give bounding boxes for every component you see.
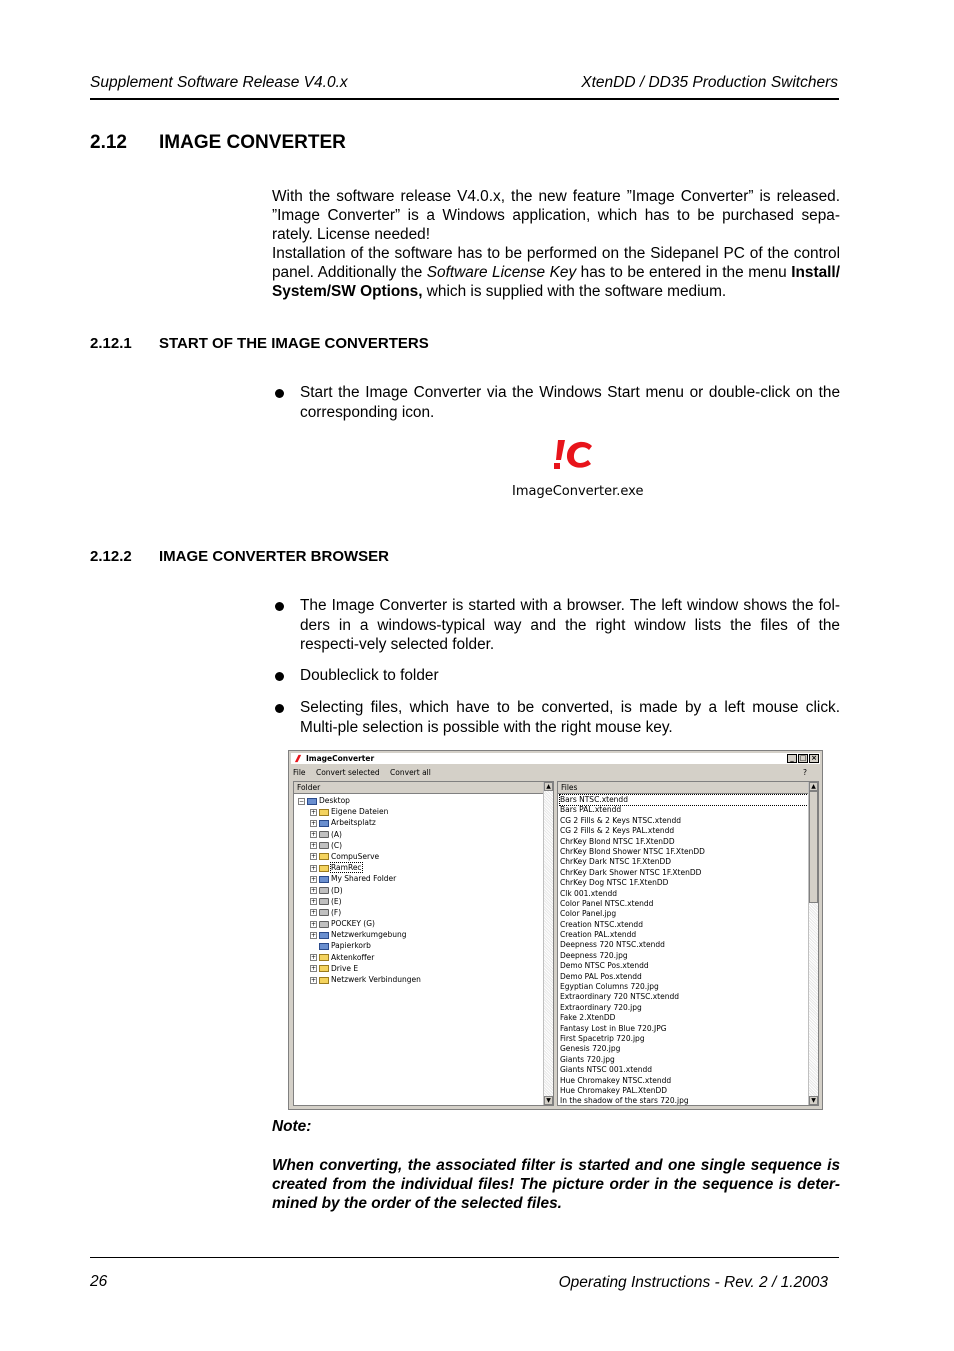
subsection-2-title: IMAGE CONVERTER BROWSER — [159, 548, 390, 565]
drive-icon — [319, 909, 329, 916]
file-item[interactable]: ChrKey Dark Shower NTSC 1F.XtenDD — [560, 867, 702, 877]
folder-scrollbar[interactable] — [543, 782, 553, 1105]
tree-item-label: (E) — [331, 896, 342, 906]
footer-divider — [90, 1257, 839, 1258]
scroll-down-arrow[interactable]: ▼ — [809, 1096, 818, 1105]
folder-pane-header: Folder — [294, 782, 553, 794]
tree-item-label: CompuServe — [331, 851, 380, 861]
tree-item-label: (C) — [331, 840, 343, 850]
expand-icon[interactable]: + — [311, 965, 317, 973]
expand-icon[interactable]: + — [311, 853, 317, 861]
tree-item[interactable] — [298, 862, 421, 873]
special-icon — [319, 876, 329, 883]
tree-item-label: Desktop — [319, 796, 350, 805]
drive-icon — [319, 921, 329, 928]
menu-help[interactable]: ? — [803, 768, 807, 777]
folder-pane — [293, 781, 554, 1106]
file-item[interactable]: Genesis 720.jpg — [560, 1044, 621, 1054]
expand-icon[interactable]: + — [311, 909, 317, 917]
bullet-text: The Image Converter is started with a browser. The left window shows the fol-ders in a windows‐typical way and the right window lists the files of the respecti-vely selected folder. — [300, 597, 840, 653]
file-item[interactable]: Hue Chromakey NTSC.xtendd — [560, 1075, 672, 1085]
file-item[interactable]: Color Panel NTSC.xtendd — [560, 898, 654, 908]
expand-icon[interactable]: + — [311, 875, 317, 883]
intro-text-2c: which is supplied with the software medium. — [422, 283, 727, 300]
tree-item[interactable] — [298, 952, 421, 963]
tree-item-label: Aktenkoffer — [331, 952, 375, 962]
file-item[interactable]: Giants 720.jpg — [560, 1054, 615, 1064]
icon-label[interactable]: ImageConverter.exe — [512, 484, 644, 499]
folder-icon — [319, 977, 329, 984]
image-converter-window — [288, 750, 823, 1110]
bullet-dot — [275, 672, 284, 681]
header-left: Supplement Software Release V4.0.x — [90, 74, 348, 91]
file-item[interactable]: In the shadow of the stars 720.jpg — [560, 1096, 689, 1106]
maximize-button[interactable]: □ — [799, 754, 807, 762]
menu-convert-all[interactable]: Convert all — [390, 768, 431, 777]
window-titlebar[interactable] — [291, 753, 820, 764]
file-item[interactable]: ChrKey Blond Shower NTSC 1F.XtenDD — [560, 846, 705, 856]
tree-item[interactable] — [298, 896, 421, 907]
note-label: Note: — [272, 1118, 312, 1135]
file-item[interactable]: ChrKey Dog NTSC 1F.XtenDD — [560, 878, 669, 888]
bullet-text: Start the Image Converter via the Windows Start menu or double‐click on the corresponding icon. — [300, 384, 840, 421]
expand-icon[interactable]: + — [311, 954, 317, 962]
close-button[interactable]: × — [809, 754, 819, 763]
expand-icon[interactable]: + — [311, 864, 317, 872]
subsection-2-number: 2.12.2 — [90, 548, 132, 565]
tree-item[interactable] — [298, 817, 421, 828]
subsection-1-number: 2.12.1 — [90, 335, 132, 352]
bullet-dot — [275, 389, 284, 398]
file-item[interactable]: Extraordinary 720 NTSC.xtendd — [560, 992, 679, 1002]
bullet-dot — [275, 704, 284, 713]
expand-icon[interactable]: + — [311, 831, 317, 839]
expand-icon[interactable]: + — [311, 842, 317, 850]
tree-item[interactable] — [298, 974, 421, 985]
file-item[interactable]: Giants NTSC 001.xtendd — [560, 1065, 653, 1075]
tree-item-label: Eigene Dateien — [331, 807, 389, 817]
image-converter-app-icon[interactable] — [552, 438, 596, 472]
intro-text-2b: has to be entered in the menu — [576, 264, 792, 281]
drive-icon — [319, 842, 329, 849]
file-item[interactable]: Fake 2.XtenDD — [560, 1013, 616, 1023]
drive-icon — [319, 831, 329, 838]
special-icon — [319, 932, 329, 939]
note-text: When converting, the associated filter is started and one single sequence is created from the individual files! The picture order in the sequence is deter-mined by the order of the selected files. — [272, 1157, 840, 1212]
bullet-browser — [272, 596, 840, 655]
tree-item-label: POCKEY (G) — [331, 919, 375, 929]
header-divider — [90, 98, 839, 100]
drive-icon — [319, 898, 329, 905]
bullet-text: Selecting files, which have to be converted, is made by a left mouse click. Multi-ple selection is possible with the right mouse key. — [300, 699, 840, 736]
header-right: XtenDD / DD35 Production Switchers — [581, 74, 838, 91]
tree-item[interactable] — [298, 963, 421, 974]
tree-item[interactable] — [298, 873, 421, 884]
tree-item-label: Netzwerkumgebung — [331, 930, 407, 940]
tree-item-label: My Shared Folder — [331, 874, 397, 884]
page-number: 26 — [90, 1273, 108, 1290]
expand-icon[interactable]: + — [311, 819, 317, 827]
bullet-dot — [275, 602, 284, 611]
file-item[interactable]: ChrKey Dark NTSC 1F.XtenDD — [560, 857, 672, 867]
file-item[interactable]: Hue Chromakey PAL.XtenDD — [560, 1085, 668, 1095]
folder-icon — [319, 809, 329, 816]
files-scrollbar[interactable] — [808, 782, 818, 1105]
app-icon — [294, 754, 303, 763]
file-item[interactable]: Egyptian Columns 720.jpg — [560, 982, 659, 992]
file-item[interactable]: Clk 001.xtendd — [560, 888, 618, 898]
menu-file[interactable]: File — [293, 768, 306, 777]
window-title: ImageConverter — [306, 754, 375, 763]
expand-icon[interactable]: + — [311, 808, 317, 816]
intro-paragraph — [272, 187, 840, 301]
tree-item-label: (D) — [331, 885, 343, 895]
tree-item-label: Netzwerk Verbindungen — [331, 975, 421, 984]
folder-icon — [319, 965, 329, 972]
tree-item-label: Papierkorb — [331, 941, 371, 951]
files-pane — [557, 781, 819, 1106]
license-key-term: Software License Key — [426, 264, 577, 281]
expand-icon[interactable]: + — [311, 898, 317, 906]
intro-text-2a: Installation of the software has to be performed on the Sidepanel PC of the control panel. Additionally the — [272, 245, 840, 281]
file-item[interactable]: Creation PAL.xtendd — [560, 930, 637, 940]
tree-item[interactable] — [298, 918, 421, 929]
file-item[interactable]: Bars PAL.xtendd — [560, 805, 622, 815]
folder-icon — [319, 954, 329, 961]
subsection-1-title: START OF THE IMAGE CONVERTERS — [159, 335, 429, 352]
tree-item[interactable] — [298, 940, 421, 951]
expand-icon[interactable]: + — [311, 887, 317, 894]
scroll-down-arrow[interactable]: ▼ — [544, 1096, 553, 1105]
collapse-icon[interactable]: − — [299, 797, 305, 805]
tree-item-label: RamRec — [331, 863, 362, 873]
intro-text-1: With the software release V4.0.x, the new feature ”Image Converter” is released. ”Image Converter” is a Windows application, which has to be purchased sepa-rately. License needed! — [272, 188, 840, 243]
special-icon — [319, 820, 329, 827]
menubar — [293, 767, 818, 778]
special-icon — [307, 798, 317, 805]
section-title: IMAGE CONVERTER — [159, 132, 346, 153]
scroll-up-arrow[interactable]: ▲ — [544, 782, 553, 791]
file-item[interactable]: CG 2 Fills & 2 Keys PAL.xtendd — [560, 826, 675, 836]
file-item[interactable]: Extraordinary 720.jpg — [560, 1002, 642, 1012]
folder-icon — [319, 853, 329, 860]
scroll-thumb[interactable] — [809, 791, 818, 903]
tree-item[interactable] — [298, 929, 421, 940]
file-item[interactable]: Bars NTSC.xtendd — [560, 795, 808, 805]
bullet-start — [272, 383, 840, 422]
file-item[interactable]: CG 2 Fills & 2 Keys NTSC.xtendd — [560, 815, 682, 825]
footer-right: Operating Instructions ‐ Rev. 2 / 1.2003 — [558, 1274, 828, 1291]
tree-item[interactable] — [298, 840, 421, 851]
scroll-up-arrow[interactable]: ▲ — [809, 782, 818, 791]
tree-item[interactable] — [298, 907, 421, 918]
folder-tree — [298, 795, 421, 985]
tree-item[interactable] — [298, 829, 421, 840]
tree-item[interactable] — [298, 885, 421, 896]
bullet-selecting — [272, 698, 840, 737]
expand-icon[interactable]: + — [311, 931, 317, 939]
file-list — [560, 795, 808, 1107]
tree-item-label: (F) — [331, 907, 342, 917]
special-icon — [319, 943, 329, 950]
intro-text-2 — [272, 244, 840, 301]
menu-path: Install/ System/SW Options, — [272, 264, 840, 300]
bullet-text: Doubleclick to folder — [300, 667, 439, 684]
tree-item[interactable] — [298, 795, 421, 806]
window-controls — [787, 754, 819, 763]
section-number: 2.12 — [90, 132, 127, 153]
expand-icon[interactable]: + — [311, 920, 317, 928]
file-item[interactable]: Fantasy Lost in Blue 720.JPG — [560, 1023, 667, 1033]
files-pane-header: Files — [558, 782, 818, 794]
file-item[interactable]: Deepness 720.jpg — [560, 950, 628, 960]
tree-item-label: Arbeitsplatz — [331, 818, 376, 828]
file-item[interactable]: Demo PAL Pos.xtendd — [560, 971, 642, 981]
tree-item[interactable] — [298, 851, 421, 862]
file-item[interactable]: Demo NTSC Pos.xtendd — [560, 961, 649, 971]
expand-icon[interactable]: + — [311, 976, 317, 984]
menu-convert-selected[interactable]: Convert selected — [315, 768, 380, 777]
bullet-doubleclick — [272, 666, 840, 686]
tree-item[interactable] — [298, 806, 421, 817]
minimize-button[interactable]: _ — [787, 754, 797, 763]
tree-item-label: Drive E — [331, 963, 359, 973]
tree-item-label: (A) — [331, 829, 342, 839]
file-item[interactable]: Creation NTSC.xtendd — [560, 919, 643, 929]
drive-icon — [319, 887, 329, 894]
file-item[interactable]: Color Panel.jpg — [560, 909, 617, 919]
file-item[interactable]: Deepness 720 NTSC.xtendd — [560, 940, 665, 950]
file-item[interactable]: ChrKey Blond NTSC 1F.XtenDD — [560, 836, 675, 846]
folder-icon — [319, 865, 329, 872]
file-item[interactable]: First Spacetrip 720.jpg — [560, 1033, 645, 1043]
